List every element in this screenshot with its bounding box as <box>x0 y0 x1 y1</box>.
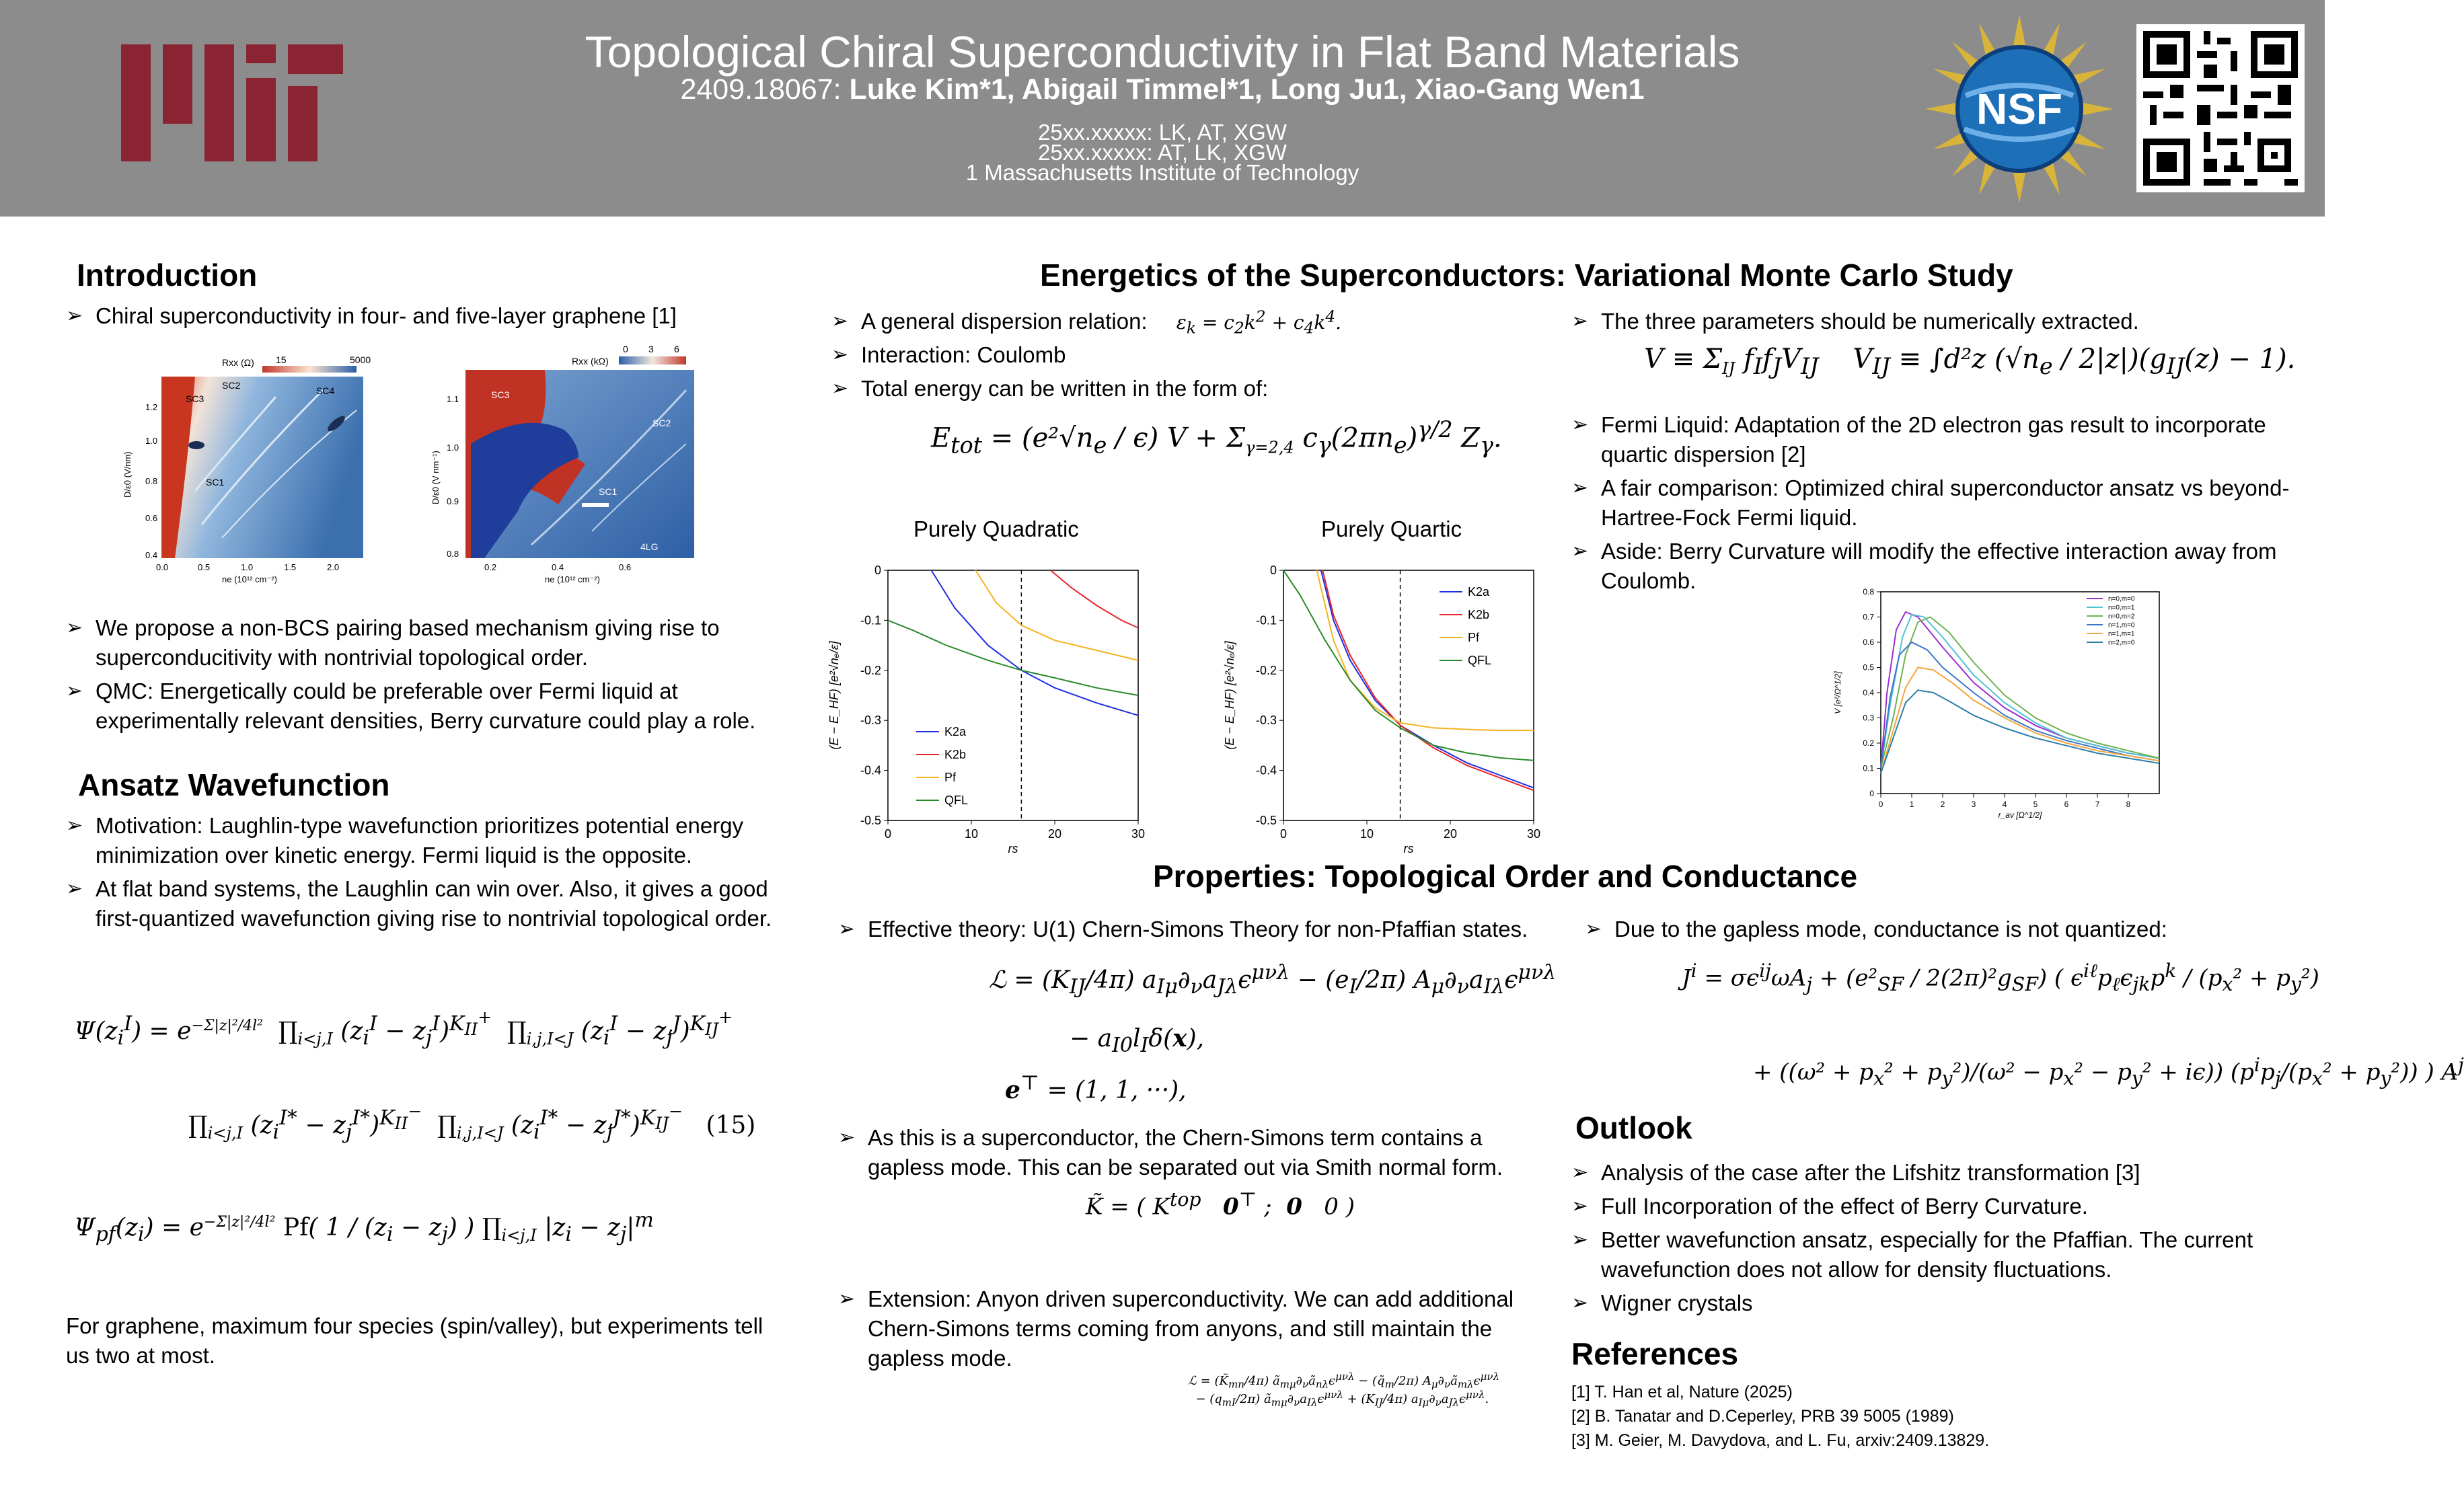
equation-number: (15) <box>706 1112 756 1139</box>
y-tick-label: -0.1 <box>1255 613 1277 627</box>
x-axis-label: r_av [Ω^1/2] <box>1998 810 2042 820</box>
outlook-bullets <box>1571 1158 2298 1322</box>
tick-label: 1.1 <box>447 394 459 404</box>
legend-label: K2a <box>944 725 967 738</box>
quartic-energy-chart <box>1218 555 1554 872</box>
energetics-bullets-right <box>1571 307 2298 340</box>
tick-label: 1.0 <box>447 442 459 453</box>
outlook-heading: Outlook <box>1575 1110 1692 1145</box>
legend-label: n=2,m=0 <box>2108 639 2135 647</box>
properties-bullets-right <box>1585 915 2298 948</box>
tick-label: 0.4 <box>145 550 158 560</box>
y-tick-label: -0.4 <box>1255 763 1277 777</box>
phase-label: SC2 <box>652 418 671 428</box>
y-tick-label: -0.5 <box>1255 814 1277 827</box>
x-tick-label: 30 <box>1131 827 1146 841</box>
author-names: Luke Kim*1, Abigail Timmel*1, Long Ju1, Xiao-Gang Wen1 <box>849 73 1645 106</box>
x-axis-label: ne (10¹² cm⁻²) <box>222 574 277 584</box>
x-tick-label: 1 <box>1909 800 1914 809</box>
y-tick-label: 0.7 <box>1863 612 1874 622</box>
series-line-Pf <box>1317 570 1534 730</box>
energetics-bullets-left <box>831 307 1538 408</box>
tick-label: 1.2 <box>145 402 158 412</box>
phase-label: SC3 <box>491 389 510 400</box>
colorbar-label: Rxx (Ω) <box>222 357 254 368</box>
list-item: ➢ Wigner crystals <box>1571 1291 1753 1315</box>
list-item: ➢ QMC: Energetically could be preferable over Fermi liquid at experimentally relevant densities, Berry curvature could play a role. <box>66 679 756 733</box>
list-item: ➢ At flat band systems, the Laughlin can win over. Also, it gives a good first-quantized wavefunction giving rise to nontrivial topological order. <box>66 876 772 931</box>
y-tick-label: 0.8 <box>1863 587 1874 596</box>
y-tick-label: 0.1 <box>1863 763 1874 773</box>
series-line-K2a <box>1321 570 1534 788</box>
phase-label: SC3 <box>186 393 204 404</box>
properties-bullets-1 <box>838 915 1531 948</box>
pfaffian-wavefunction-eq: $\Psi_{pf}(z_i) = e^{-\Sigma|z|^2/4l^2}$ Pf( $1 / (z_i - z_j)$ ) $\prod_{i<j,I}$ $|z_i - z_j|^m$ <box>74 1208 654 1247</box>
tick-label: 2.0 <box>327 562 340 572</box>
interaction-params-eq: $V \equiv \Sigma_{IJ}$ $f_If_JV_{IJ}$ $V_{IJ} \equiv \int d^2z$ $(√n_e / 2|z|)(g_{IJ}(z) - 1)$. <box>1644 344 2296 379</box>
list-item: ➢ Aside: Berry Curvature will modify the effective interaction away from Coulomb. <box>1571 539 2277 593</box>
x-tick-label: 20 <box>1047 827 1062 841</box>
y-axis-label: D/ε0 (V nm⁻¹) <box>431 451 441 504</box>
y-axis-label: (E − E_HF) [e²√nₑ/ε] <box>827 641 841 750</box>
properties-heading: Properties: Topological Order and Conductance <box>1153 859 1858 894</box>
tick-label: 0.4 <box>552 562 564 572</box>
berry-curvature-potential-chart <box>1830 584 2173 827</box>
x-tick-label: 0 <box>1279 827 1287 841</box>
paper-line-1: 25xx.xxxxx: LK, AT, XGW <box>1038 120 1287 145</box>
series-line-K2a <box>932 570 1139 716</box>
phase-label: SC4 <box>316 385 335 396</box>
tick-label: 1.5 <box>284 562 297 572</box>
legend-label: K2a <box>1468 585 1490 599</box>
properties-bullets-3 <box>838 1284 1531 1377</box>
y-tick-label: -0.3 <box>860 714 881 728</box>
energetics-heading: Energetics of the Superconductors: Variational Monte Carlo Study <box>1040 258 2013 293</box>
tick-label: 1.0 <box>145 436 158 446</box>
x-tick-label: 8 <box>2126 800 2131 809</box>
nsf-logo-text: NSF <box>1976 85 2062 133</box>
legend-label: n=0,m=1 <box>2108 604 2135 612</box>
properties-bullets-2 <box>838 1123 1531 1186</box>
series-line-QFL <box>888 620 1138 695</box>
reference-item: [2] B. Tanatar and D.Ceperley, PRB 39 5005 (1989) <box>1571 1407 1954 1426</box>
legend-label: Pf <box>944 771 957 784</box>
legend-label: n=0,m=0 <box>2108 595 2135 603</box>
chart-title: Purely Quadratic <box>913 516 1079 541</box>
tick-label: 0.6 <box>145 513 158 523</box>
legend-label: QFL <box>1468 654 1492 667</box>
list-item: ➢ Chiral superconductivity in four- and five-layer graphene [1] <box>66 303 677 328</box>
phase-label: 4LG <box>640 541 659 552</box>
y-tick-label: 0.2 <box>1863 738 1874 748</box>
total-energy-eq: $E_{tot} = (e^2√n_e / \epsilon) V + \Sigma_{\gamma=2,4}$ $c_\gamma(2\pi n_e)^{\gamma/2}$ $Z_\gamma$. <box>931 416 1502 459</box>
chart-title: Purely Quartic <box>1321 516 1462 541</box>
list-item: ➢ A general dispersion relation: $\varepsilon_k = c_2k^2 + c_4k^4$. <box>831 307 1342 338</box>
ansatz-heading: Ansatz Wavefunction <box>78 767 390 802</box>
x-tick-label: 20 <box>1443 827 1458 841</box>
list-item: ➢ Interaction: Coulomb <box>831 342 1066 367</box>
charge-vector-eq: e⊤ = (1, 1, ···), <box>1005 1071 1187 1104</box>
tick-label: 1.0 <box>241 562 254 572</box>
nsf-logo <box>1925 15 2114 203</box>
y-tick-label: -0.1 <box>860 613 881 627</box>
x-axis-label: ne (10¹² cm⁻²) <box>545 574 600 584</box>
x-axis-label: rs <box>1008 842 1018 855</box>
intro-bullets-top <box>66 301 779 335</box>
x-tick-label: 10 <box>1359 827 1374 841</box>
tick-label: 0.2 <box>484 562 497 572</box>
tick-label: 0.6 <box>619 562 632 572</box>
series-line-n-1-m-0 <box>1881 642 2159 769</box>
tick-label: 0.8 <box>145 476 158 486</box>
y-axis-label: V [e²/Ω^1/2] <box>1833 671 1842 714</box>
list-item: ➢ As this is a superconductor, the Chern-Simons term contains a gapless mode. This can be separated out via Smith normal form. <box>838 1125 1503 1180</box>
plot-frame <box>1283 570 1534 820</box>
legend-label: K2b <box>944 748 967 761</box>
list-item: ➢ Motivation: Laughlin-type wavefunction prioritizes potential energy minimization over kinetic energy. Fermi liquid is the opposite. <box>66 813 744 868</box>
y-tick-label: -0.2 <box>1255 663 1277 677</box>
y-tick-label: -0.4 <box>860 763 881 777</box>
poster-title: Topological Chiral Superconductivity in Flat Band Materials <box>585 27 1740 77</box>
conductance-eq: $J^i = \sigma\epsilon^{ij}\omega A_j + (e^2_{SF} / 2(2\pi)^2g_{SF})$ ( $\epsilon^{i\ell}p_\ell\epsilon_{jk}p^k / (p_x^2 + p_y^2)$ <box>1682 960 2319 996</box>
x-tick-label: 5 <box>2033 800 2038 809</box>
y-axis-label: D/ε0 (V/nm) <box>122 451 133 498</box>
y-tick-label: -0.2 <box>860 663 881 677</box>
x-tick-label: 6 <box>2064 800 2069 809</box>
graphene-phase-diagram-4lg <box>431 343 700 585</box>
list-item: ➢ Effective theory: U(1) Chern-Simons Theory for non-Pfaffian states. <box>838 917 1528 941</box>
legend-label: n=1,m=1 <box>2108 630 2135 638</box>
tick-label: 0.0 <box>156 562 169 572</box>
laughlin-wavefunction-eq: $\Psi(z_i^I) = e^{-\Sigma|z|^2/4l^2}$ $\prod_{i<j,I}$ $(z_i^I - z_j^I)^{K_{II}^+}$ $\prod_{i,j,I<J}$ $(z_i^I - z_j^J)^{K_{IJ}^+}$ <box>74 1007 733 1050</box>
x-tick-label: 0 <box>1878 800 1883 809</box>
y-tick-label: -0.5 <box>860 814 881 827</box>
tick-label: 0.9 <box>447 496 459 506</box>
x-tick-label: 3 <box>1971 800 1976 809</box>
phase-label: SC2 <box>222 380 241 391</box>
y-tick-label: 0.3 <box>1863 713 1874 723</box>
poster-header <box>0 0 2325 217</box>
y-tick-label: 0 <box>874 564 881 577</box>
series-line-QFL <box>1283 570 1534 761</box>
conductance-eq-line2: + $((\omega^2 + p_x^2 + p_y^2)/(\omega^2 - p_x^2 - p_y^2 + i\epsilon))$ $(p^ip_j/(p_x^2 + p_y^2))$ ) $A^j$ <box>1753 1054 2464 1090</box>
paper-line-2: 25xx.xxxxx: AT, LK, XGW <box>1038 140 1287 165</box>
intro-bullets <box>66 613 779 740</box>
colorbar-tick: 6 <box>674 344 679 354</box>
x-tick-label: 10 <box>964 827 979 841</box>
references-heading: References <box>1571 1336 1739 1371</box>
legend-label: n=1,m=0 <box>2108 621 2135 629</box>
list-item: ➢ The three parameters should be numerically extracted. <box>1571 309 2139 334</box>
list-item: ➢ Better wavefunction ansatz, especially for the Pfaffian. The current wavefunction does not allow for density fluctuations. <box>1571 1227 2253 1282</box>
arxiv-id: 2409.18067: <box>680 73 842 106</box>
x-tick-label: 30 <box>1526 827 1541 841</box>
x-tick-label: 7 <box>2095 800 2100 809</box>
chern-simons-lagrangian-eq: ℒ = $(K_{IJ}/4\pi) a_{I\mu}\partial_\nu a_{J\lambda}\epsilon^{\mu\nu\lambda} - (e_I/2\pi)$ $A_\mu\partial_\nu a_{I\lambda}\epsilon^{\mu\nu\lambda}$ <box>989 961 1557 999</box>
dispersion-eq: $\varepsilon_k = c_2k^2 + c_4k^4$. <box>1176 307 1342 338</box>
list-item: ➢ Analysis of the case after the Lifshitz transformation [3] <box>1571 1160 2140 1185</box>
y-axis-label: (E − E_HF) [e²√nₑ/ε] <box>1223 641 1236 750</box>
list-item: ➢ Extension: Anyon driven superconductivity. We can add additional Chern-Simons terms coming from anyons, and still maintain the gapless mode. <box>838 1286 1514 1371</box>
graphene-species-note: For graphene, maximum four species (spin/valley), but experiments tell us two at most. <box>66 1313 763 1368</box>
list-item: ➢ Due to the gapless mode, conductance is not quantized: <box>1585 917 2167 941</box>
y-tick-label: 0.4 <box>1863 688 1874 697</box>
y-tick-label: 0.5 <box>1863 662 1874 672</box>
tick-label: 0.5 <box>198 562 211 572</box>
list-item: ➢ We propose a non-BCS pairing based mechanism giving rise to superconducitivity with nontrivial topological order. <box>66 615 720 670</box>
chern-simons-lagrangian-eq-line2: − $a_{I0}l_I\delta(x)$, <box>1070 1024 1205 1058</box>
colorbar-tick: 15 <box>276 354 287 365</box>
affiliation: 1 Massachusetts Institute of Technology <box>965 160 1359 185</box>
quadratic-energy-chart <box>822 555 1158 872</box>
x-tick-label: 2 <box>1940 800 1945 809</box>
anyon-lagrangian-eq: ℒ = $(K̃_{mn}/4\pi)$ $ã_{m\mu}\partial_\nu ã_{n\lambda}\epsilon^{\mu\nu\lambda}$ − $(q̃_m/2\pi)$ $A_\mu\partial_\nu ã_{m\lambda}\epsilon^{\mu\nu\lambda}$ − $(q_{mI}/2\pi)$ $ã_{m\mu}\partial_\nu a_{I\lambda}\epsilon^{\mu\nu\lambda} + (K_{IJ}/4\pi)$ $a_{I\mu}\partial_\nu a_{J\lambda}\epsilon^{\mu\nu\lambda}$. <box>1188 1371 1500 1409</box>
smith-normal-form-eq: K̃ = ( $K^{top}$ 0⊤ ; 0 0 ) <box>1086 1188 1355 1221</box>
legend-label: QFL <box>944 794 969 807</box>
colorbar-label: Rxx (kΩ) <box>572 356 609 367</box>
energetics-bullets-right-2 <box>1571 410 2298 600</box>
laughlin-wavefunction-eq-line2: $\prod_{i<j,I}$ $(z_i^{I*} - z_j^{I*})^{K_{II}^-}$ $\prod_{i,j,I<J}$ $(z_i^{I*} - z_j^{J*})^{K_{IJ}^-}$ (15) <box>188 1102 756 1145</box>
x-tick-label: 4 <box>2002 800 2007 809</box>
list-item: ➢ Fermi Liquid: Adaptation of the 2D electron gas result to incorporate quartic dispersion [2] <box>1571 412 2266 467</box>
list-item: ➢ Full Incorporation of the effect of Berry Curvature. <box>1571 1194 2088 1219</box>
graphene-phase-diagram-5lg <box>121 356 370 585</box>
reference-item: [1] T. Han et al, Nature (2025) <box>1571 1383 1793 1401</box>
x-axis-label: rs <box>1403 842 1414 855</box>
introduction-heading: Introduction <box>77 258 258 293</box>
ansatz-bullets <box>66 811 779 937</box>
tick-label: 0.8 <box>447 549 459 559</box>
list-item: ➢ A fair comparison: Optimized chiral superconductor ansatz vs beyond-Hartree-Fock Fermi liquid. <box>1571 475 2290 530</box>
phase-label: SC1 <box>599 486 618 497</box>
references-list <box>1571 1380 1989 1453</box>
colorbar-tick: 0 <box>623 344 628 354</box>
y-tick-label: 0 <box>1869 789 1874 798</box>
reference-item: [3] M. Geier, M. Davydova, and L. Fu, arxiv:2409.13829. <box>1571 1431 1990 1450</box>
list-item: ➢ Total energy can be written in the form of: <box>831 376 1269 401</box>
y-tick-label: 0.6 <box>1863 638 1874 647</box>
y-tick-label: -0.3 <box>1255 714 1277 728</box>
legend-label: Pf <box>1468 631 1480 644</box>
series-line-n-2-m-0 <box>1881 690 2159 773</box>
phase-label: SC1 <box>206 477 225 488</box>
legend-label: K2b <box>1468 608 1490 621</box>
series-line-K2b <box>1051 570 1138 628</box>
colorbar-tick: 5000 <box>350 354 371 365</box>
colorbar-tick: 3 <box>648 344 654 354</box>
series-line-n-1-m-1 <box>1881 668 2159 774</box>
y-tick-label: 0 <box>1269 564 1277 577</box>
legend-label: n=0,m=2 <box>2108 613 2135 621</box>
x-tick-label: 0 <box>884 827 892 841</box>
qr-code[interactable] <box>2136 24 2305 192</box>
